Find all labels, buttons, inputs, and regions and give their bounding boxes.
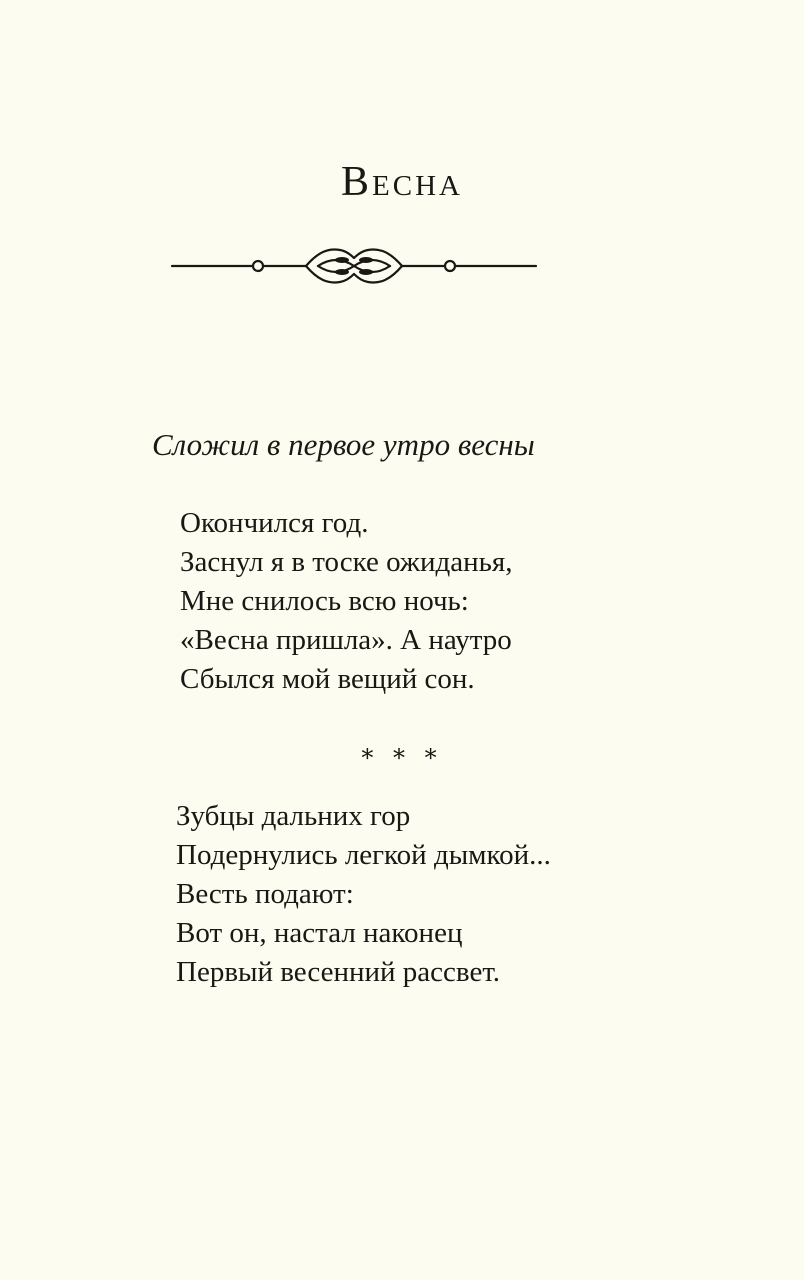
poem-line: Мне снилось всю ночь: bbox=[180, 585, 469, 617]
poem-line: Вот он, настал наконец bbox=[176, 917, 463, 949]
poem-line: Подернулись легкой дымкой... bbox=[176, 839, 551, 871]
poem-line: Заснул я в тоске ожиданья, bbox=[180, 546, 513, 578]
poem-line: Окончился год. bbox=[180, 507, 369, 539]
poem-line: Сбылся мой вещий сон. bbox=[180, 663, 475, 695]
poem-line: Зубцы дальних гор bbox=[176, 800, 411, 832]
poem-heading: Сложил в первое утро весны bbox=[152, 427, 535, 462]
decorative-divider-ornament bbox=[168, 238, 540, 294]
asterism-separator: * * * bbox=[361, 744, 443, 772]
chapter-title: Весна bbox=[341, 159, 463, 205]
poem-stanza-2 bbox=[176, 797, 551, 992]
poem-stanza-1 bbox=[180, 504, 512, 699]
poem-line: «Весна пришла». А наутро bbox=[180, 624, 512, 656]
poem-line: Первый весенний рассвет. bbox=[176, 956, 501, 988]
poem-line: Весть подают: bbox=[176, 878, 354, 910]
